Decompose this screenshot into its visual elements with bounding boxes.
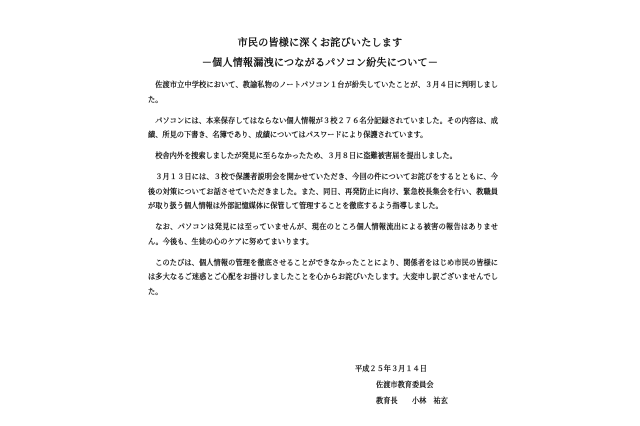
notice-body	[148, 78, 498, 306]
signature-date: 平成２５年３月１４日	[355, 364, 427, 373]
notice-title: 市民の皆様に深くお詫びいたします	[237, 38, 403, 49]
paragraph-search: 校舎内外を捜索しましたが発見に至らなかったため、３月８日に盗難被害届を提出しました。	[155, 151, 457, 161]
signature-organization: 佐渡市教育委員会	[376, 380, 434, 389]
paragraph-apology: このたびは、個人情報の管理を徹底させることができなかったことにより、関係者をはじめ市民の皆様には多大なるご迷惑とご心配をお掛けしましたことを心からお詫びいたします。大変申し訳ございませんでした。	[148, 257, 498, 297]
signature-person: 教育長 小林 祐玄	[376, 396, 448, 405]
paragraph-discovery: 佐渡市立中学校において、教諭私物のノートパソコン１台が紛失していたことが、３月４日に判明しました。	[148, 80, 498, 104]
paragraph-status: なお、パソコンは発見には至っていませんが、現在のところ個人情報流出による被害の報告はありません。今後も、生徒の心のケアに努めてまいります。	[148, 222, 498, 246]
paragraph-meeting: ３月１３日には、３校で保護者説明会を開かせていただき、今回の件についてお詫びをするとともに、今後の対策についてお話させていただきました。また、同日、再発防止に向け、緊急校長集会を行い、教職員が取り扱う個人情報は外部記憶媒体に保管して管理することを徹底するよう指導しました。	[148, 172, 498, 211]
paragraph-contents: パソコンには、本来保存してはならない個人情報が３校２７６名分記録されていました。その内容は、成績、所見の下書き、名簿であり、成績についてはパスワードにより保護されています。	[148, 115, 498, 140]
notice-subtitle: －個人情報漏洩につながるパソコン紛失について－	[201, 58, 439, 69]
